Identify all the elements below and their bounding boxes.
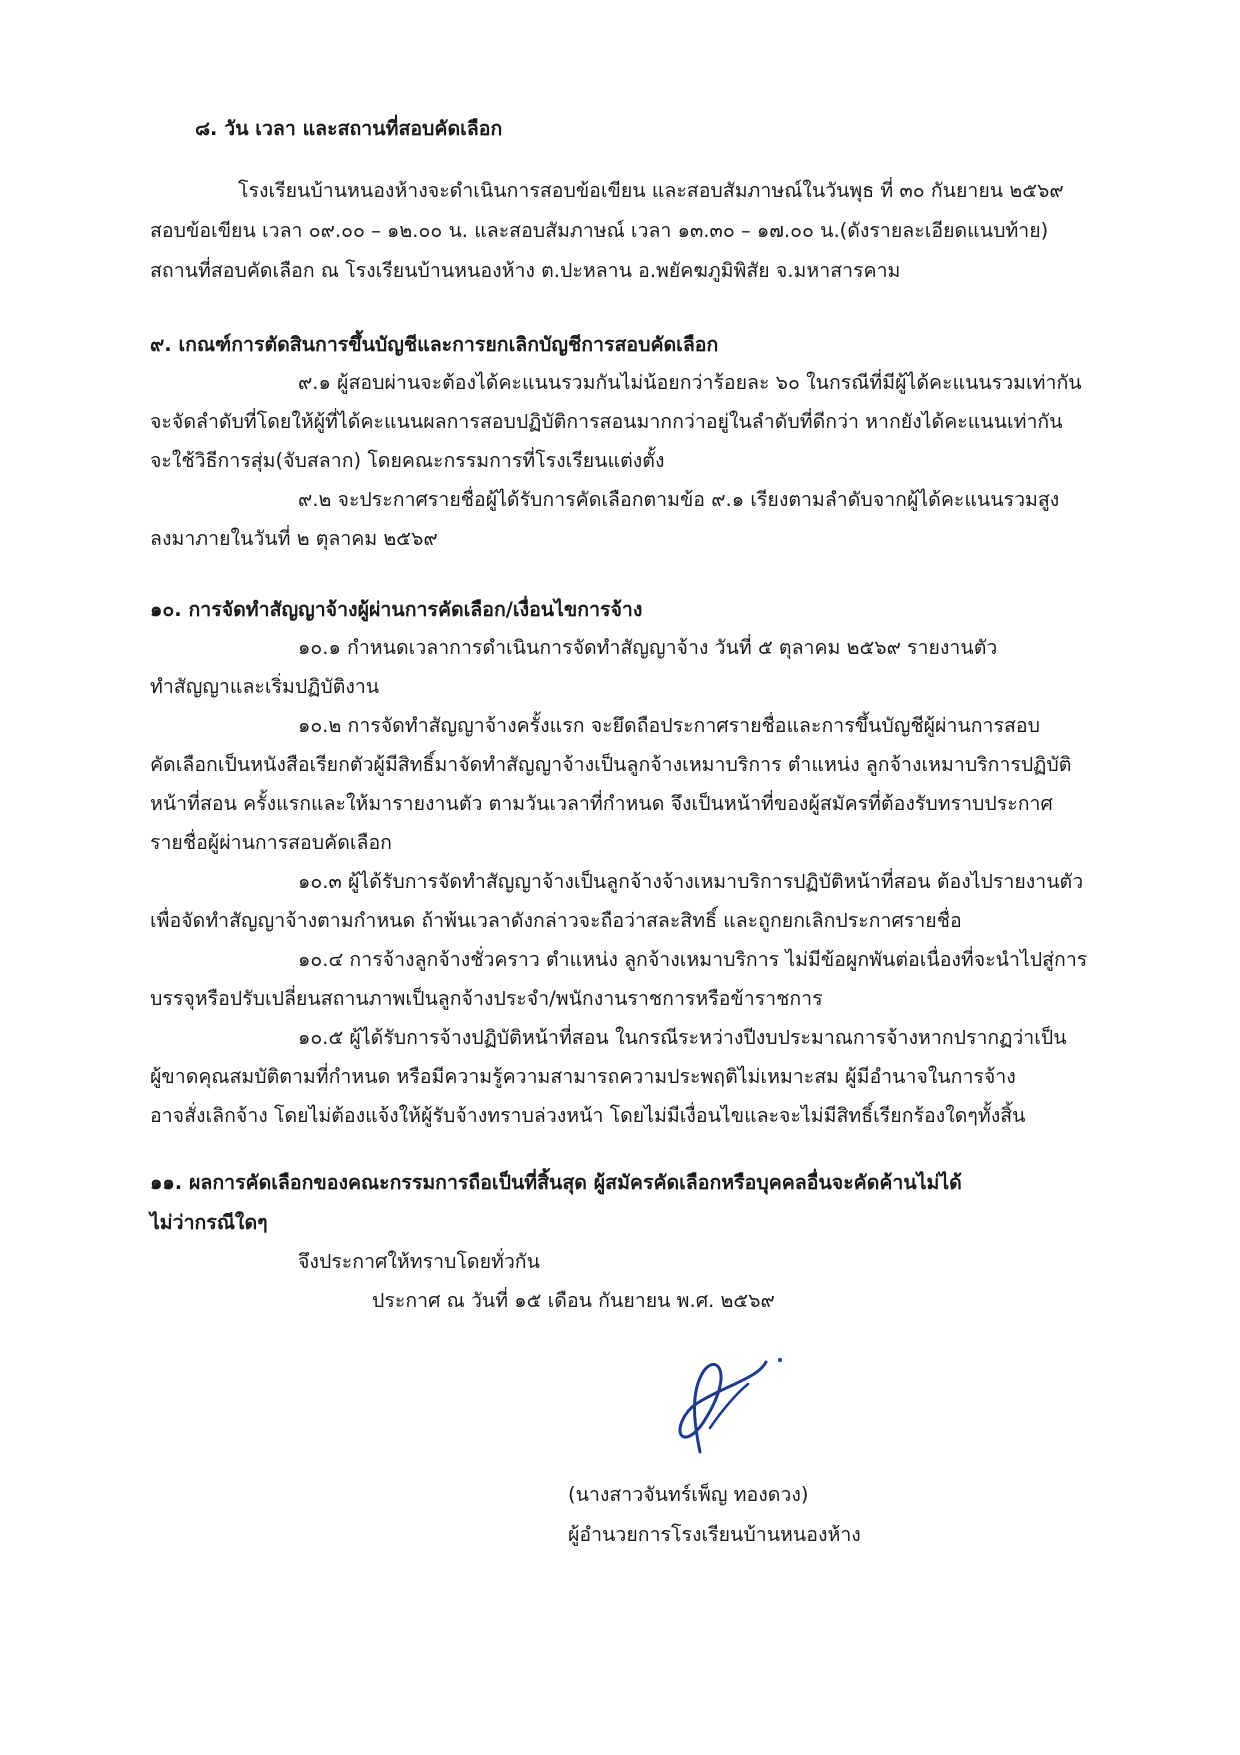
section-9-line-3: จะใช้วิธีการสุ่ม(จับสลาก) โดยคณะกรรมการที่โรงเรียนแต่งตั้ง [150, 449, 665, 472]
announcement-date: ประกาศ ณ วันที่ ๑๕ เดือน กันยายน พ.ศ. ๒๕๖๙ [372, 1289, 775, 1312]
section-10-line-1: ๑๐.๑ กำหนดเวลาการดำเนินการจัดทำสัญญาจ้าง วันที่ ๕ ตุลาคม ๒๕๖๙ รายงานตัว [298, 636, 998, 659]
signatory-title: ผู้อำนวยการโรงเรียนบ้านหนองห้าง [568, 1523, 861, 1546]
section-10-line-2: ทำสัญญาและเริ่มปฏิบัติงาน [150, 675, 380, 698]
signature-dot [778, 1358, 782, 1362]
signature-stroke [680, 1362, 766, 1452]
section-10-line-11: ๑๐.๕ ผู้ได้รับการจ้างปฏิบัติหน้าที่สอน ในกรณีระหว่างปีงบประมาณการจ้างหากปรากฏว่าเป็น [298, 1026, 1067, 1049]
signature [650, 1340, 810, 1460]
section-10-line-10: บรรจุหรือปรับเปลี่ยนสถานภาพเป็นลูกจ้างประจำ/พนักงานราชการหรือข้าราชการ [150, 987, 823, 1010]
section-10-line-5: หน้าที่สอน ครั้งแรกและให้มารายงานตัว ตามวันเวลาที่กำหนด จึงเป็นหน้าที่ของผู้สมัครที่ต้องรับทราบประกาศ [150, 792, 1053, 815]
signature-stroke-2 [710, 1384, 748, 1428]
section-8-heading: ๘. วัน เวลา และสถานที่สอบคัดเลือก [195, 117, 503, 140]
section-9-line-5: ลงมาภายในวันที่ ๒ ตุลาคม ๒๕๖๙ [150, 527, 438, 550]
section-10-line-8: เพื่อจัดทำสัญญาจ้างตามกำหนด ถ้าพ้นเวลาดังกล่าวจะถือว่าสละสิทธิ์ และถูกยกเลิกประกาศรายชื่อ [150, 909, 962, 932]
section-9-heading: ๙. เกณฑ์การตัดสินการขึ้นบัญชีและการยกเลิกบัญชีการสอบคัดเลือก [150, 333, 719, 356]
section-9-line-1: ๙.๑ ผู้สอบผ่านจะต้องได้คะแนนรวมกันไม่น้อยกว่าร้อยละ ๖๐ ในกรณีที่มีผู้ได้คะแนนรวมเท่ากัน [298, 371, 1082, 394]
section-9-line-2: จะจัดลำดับที่โดยให้ผู้ที่ได้คะแนนผลการสอบปฏิบัติการสอนมากกว่าอยู่ในลำดับที่ดีกว่า หากยังได้คะแนนเท่ากัน [150, 410, 1063, 433]
section-10-line-9: ๑๐.๔ การจ้างลูกจ้างชั่วคราว ตำแหน่ง ลูกจ้างเหมาบริการ ไม่มีข้อผูกพันต่อเนื่องที่จะนำไปสู่การ [298, 948, 1088, 971]
section-11-line-1: ๑๑. ผลการคัดเลือกของคณะกรรมการถือเป็นที่สิ้นสุด ผู้สมัครคัดเลือกหรือบุคคลอื่นจะคัดค้านไม่ได้ [150, 1171, 962, 1194]
section-10-line-7: ๑๐.๓ ผู้ได้รับการจัดทำสัญญาจ้างเป็นลูกจ้างจ้างเหมาบริการปฏิบัติหน้าที่สอน ต้องไปรายงานตัว [298, 870, 1084, 893]
section-9-line-4: ๙.๒ จะประกาศรายชื่อผู้ได้รับการคัดเลือกตามข้อ ๙.๑ เรียงตามลำดับจากผู้ได้คะแนนรวมสูง [298, 488, 1060, 511]
section-10-line-3: ๑๐.๒ การจัดทำสัญญาจ้างครั้งแรก จะยึดถือประกาศรายชื่อและการขึ้นบัญชีผู้ผ่านการสอบ [298, 714, 1040, 737]
section-10-line-4: คัดเลือกเป็นหนังสือเรียกตัวผู้มีสิทธิ์มาจัดทำสัญญาจ้างเป็นลูกจ้างเหมาบริการ ตำแหน่ง ลูกจ้างเหมาบริการปฏิบัติ [150, 753, 1072, 776]
section-8-line-2: สอบข้อเขียน เวลา ๐๙.๐๐ – ๑๒.๐๐ น. และสอบสัมภาษณ์ เวลา ๑๓.๓๐ – ๑๗.๐๐ น.(ดังรายละเอียดแนบท้าย) [150, 219, 1049, 242]
section-11-line-2: ไม่ว่ากรณีใดๆ [150, 1211, 268, 1234]
closing-announce: จึงประกาศให้ทราบโดยทั่วกัน [298, 1250, 540, 1273]
section-8-line-3: สถานที่สอบคัดเลือก ณ โรงเรียนบ้านหนองห้าง ต.ปะหลาน อ.พยัคฆภูมิพิสัย จ.มหาสารคาม [150, 259, 901, 282]
section-10-line-13: อาจสั่งเลิกจ้าง โดยไม่ต้องแจ้งให้ผู้รับจ้างทราบล่วงหน้า โดยไม่มีเงื่อนไขและจะไม่มีสิทธิ์เรียกร้องใดๆทั้งสิ้น [150, 1104, 1026, 1127]
section-8-line-1: โรงเรียนบ้านหนองห้างจะดำเนินการสอบข้อเขียน และสอบสัมภาษณ์ในวันพุธ ที่ ๓๐ กันยายน ๒๕๖๙ [238, 179, 1064, 202]
signatory-name: (นางสาวจันทร์เพ็ญ ทองดวง) [568, 1483, 809, 1506]
section-10-heading: ๑๐. การจัดทำสัญญาจ้างผู้ผ่านการคัดเลือก/เงื่อนไขการจ้าง [150, 598, 643, 621]
section-10-line-6: รายชื่อผู้ผ่านการสอบคัดเลือก [150, 831, 392, 854]
section-10-line-12: ผู้ขาดคุณสมบัติตามที่กำหนด หรือมีความรู้ความสามารถความประพฤติไม่เหมาะสม ผู้มีอำนาจในการจ้าง [150, 1065, 1016, 1088]
